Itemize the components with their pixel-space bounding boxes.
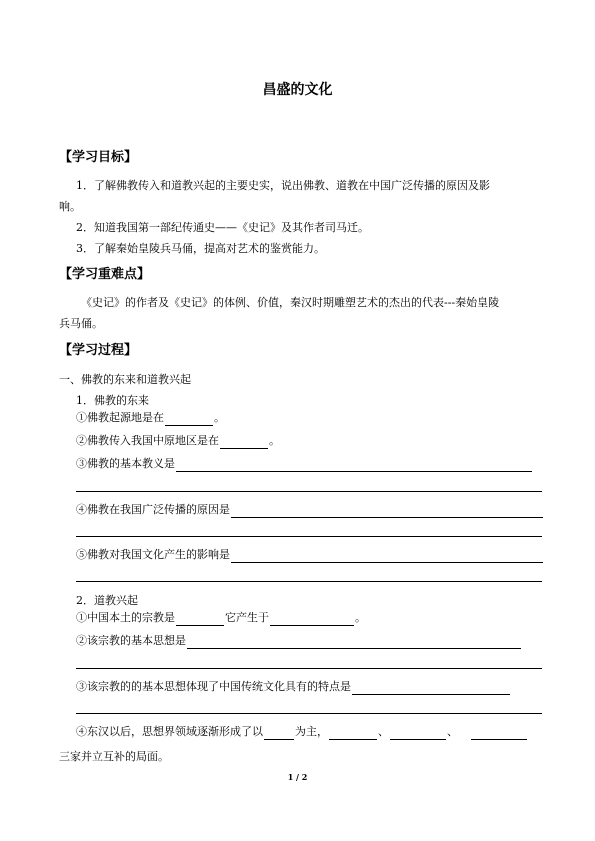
question-2: [76, 433, 280, 449]
answer-rule-4b[interactable]: [76, 536, 542, 537]
daoism-question-2-text: ②该宗教的基本思想是: [76, 634, 186, 647]
question-1: [76, 410, 225, 426]
question-4: [76, 502, 544, 518]
answer-rule-d3b[interactable]: [76, 713, 542, 714]
goal-item-2: 2．知道我国第一部纪传通史——《史记》及其作者司马迁。: [76, 221, 369, 234]
goal-item-1-line-2: 响。: [59, 200, 81, 213]
answer-rule-d2b[interactable]: [76, 668, 542, 669]
daoism-question-4-sep-2: 、: [447, 725, 458, 738]
heading-goals: 【学习目标】: [59, 150, 138, 165]
answer-blank-d3[interactable]: [352, 682, 510, 695]
goal-item-1-line-1: 1．了解佛教传入和道教兴起的主要史实，说出佛教、道教在中国广泛传播的原因及影: [76, 179, 490, 192]
daoism-question-1-text: ①中国本土的宗教是: [76, 611, 175, 624]
answer-blank-d4a[interactable]: [264, 727, 294, 740]
daoism-question-4-middle: 为主，: [295, 725, 328, 738]
page-number: 1 / 2: [287, 772, 308, 782]
keypoints-line-1: 《史记》的作者及《史记》的体例、价值，秦汉时期雕塑艺术的杰出的代表---秦始皇陵: [81, 296, 500, 309]
daoism-question-4-sep-1: 、: [378, 725, 389, 738]
question-2-end: 。: [269, 434, 280, 447]
daoism-question-2: [76, 633, 522, 649]
answer-blank-d1b[interactable]: [270, 613, 354, 626]
answer-blank-2[interactable]: [220, 436, 268, 449]
goal-item-3: 3．了解秦始皇陵兵马俑，提高对艺术的鉴赏能力。: [76, 242, 325, 255]
daoism-question-1: [76, 610, 366, 626]
daoism-question-4-line-2: 三家并立互补的局面。: [59, 750, 169, 763]
daoism-question-4: [76, 724, 528, 740]
answer-blank-d4d[interactable]: [471, 727, 527, 740]
keypoints-line-2: 兵马俑。: [59, 317, 103, 330]
heading-keypoints: 【学习重难点】: [59, 267, 151, 282]
sub-2-title: 2．道教兴起: [76, 594, 138, 607]
daoism-question-1-middle: 它产生于: [225, 611, 269, 624]
heading-process: 【学习过程】: [59, 343, 138, 358]
answer-blank-5[interactable]: [231, 550, 543, 563]
question-3-text: ③佛教的基本教义是: [76, 457, 175, 470]
answer-blank-d1a[interactable]: [176, 613, 224, 626]
answer-rule-5b[interactable]: [76, 581, 542, 582]
answer-rule-3b[interactable]: [76, 491, 542, 492]
daoism-question-3-text: ③该宗教的的基本思想体现了中国传统文化具有的特点是: [76, 680, 351, 693]
answer-blank-d4c[interactable]: [390, 727, 446, 740]
daoism-question-3: [76, 679, 511, 695]
daoism-question-1-end: 。: [355, 611, 366, 624]
daoism-question-4-text: ④东汉以后，思想界领域逐渐形成了以: [76, 725, 263, 738]
question-5: [76, 547, 544, 563]
answer-blank-4[interactable]: [231, 505, 543, 518]
sub-1-title: 1．佛教的东来: [76, 394, 149, 407]
question-3: [76, 456, 533, 472]
answer-blank-1[interactable]: [165, 413, 213, 426]
part-1-title: 一、佛教的东来和道教兴起: [59, 373, 191, 386]
question-2-text: ②佛教传入我国中原地区是在: [76, 434, 219, 447]
answer-blank-3[interactable]: [176, 459, 532, 472]
question-4-text: ④佛教在我国广泛传播的原因是: [76, 503, 230, 516]
question-1-text: ①佛教起源地是在: [76, 411, 164, 424]
question-1-end: 。: [214, 411, 225, 424]
page-title: 昌盛的文化: [262, 82, 333, 98]
question-5-text: ⑤佛教对我国文化产生的影响是: [76, 548, 230, 561]
answer-blank-d4b[interactable]: [329, 727, 377, 740]
answer-blank-d2[interactable]: [187, 636, 521, 649]
